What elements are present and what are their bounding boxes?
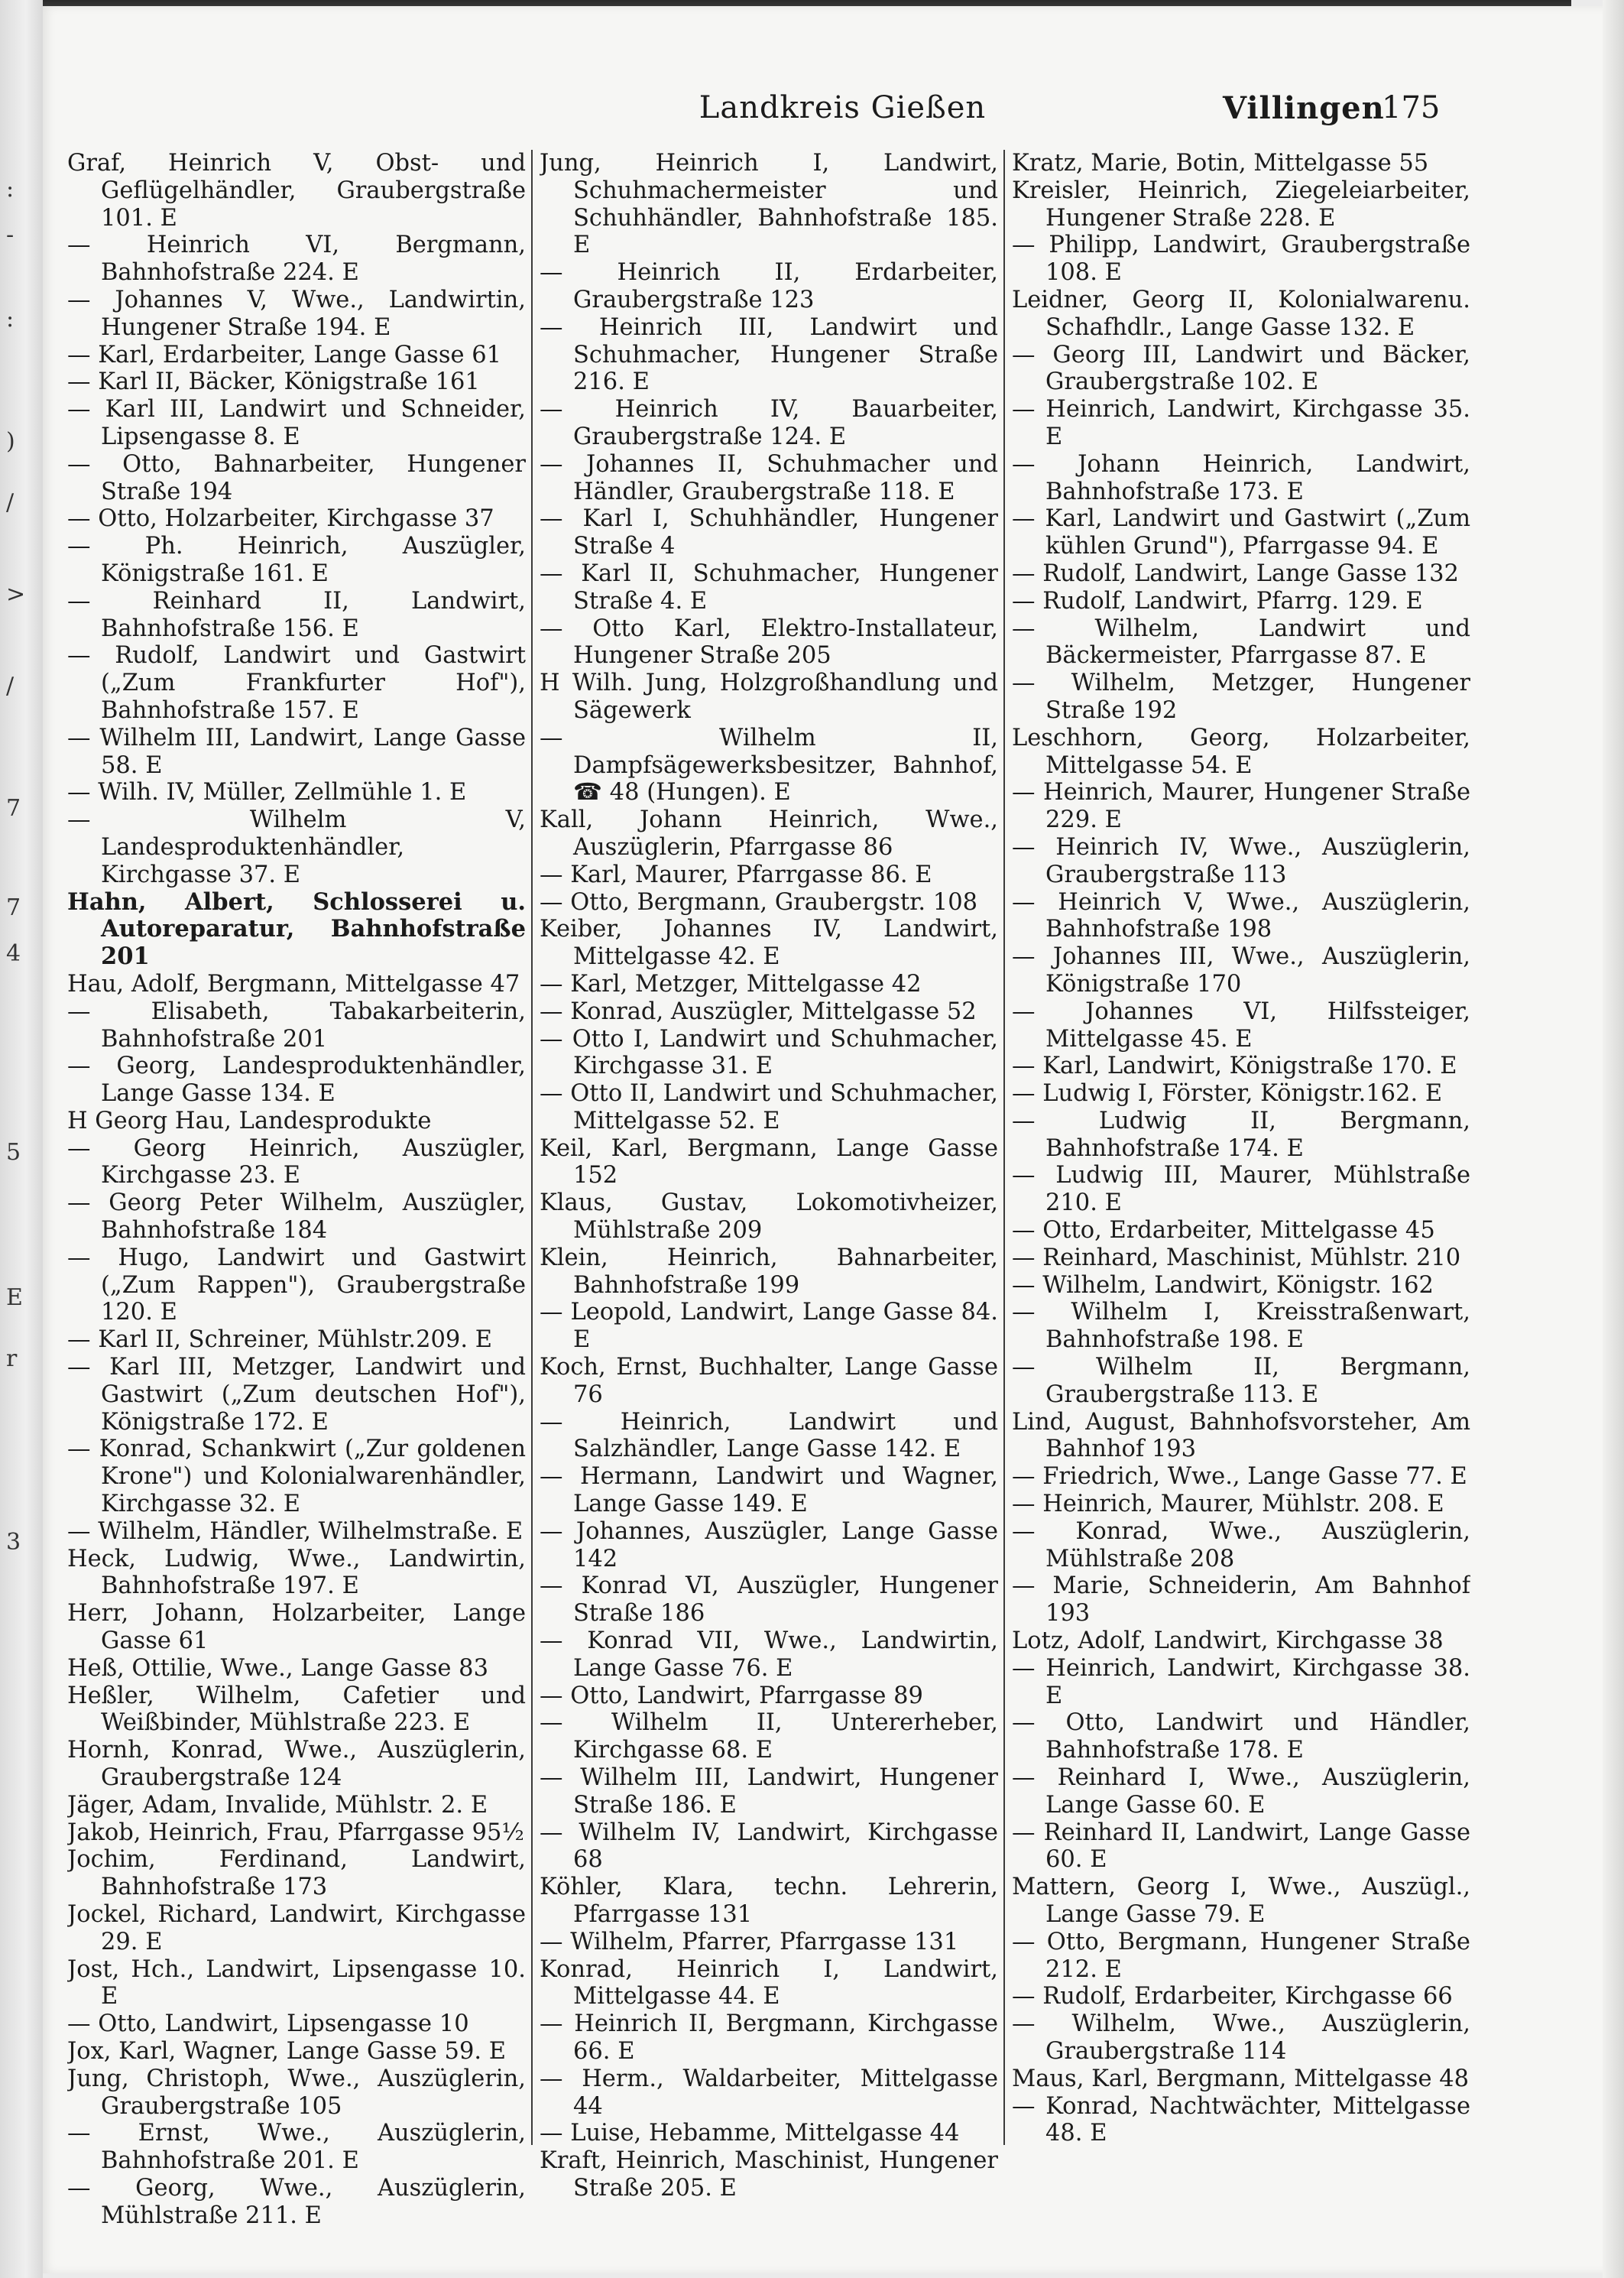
directory-entry: — Heinrich IV, Bauarbeiter, Graubergstraße 124. E xyxy=(540,396,998,450)
directory-entry: — Ludwig III, Maurer, Mühlstraße 210. E xyxy=(1012,1162,1470,1217)
directory-entry: — Wilhelm, Händler, Wilhelmstraße. E xyxy=(67,1517,524,1545)
directory-entry: — Otto, Bergmann, Hungener Straße 212. E xyxy=(1012,1928,1470,1983)
directory-entry: Hornh, Konrad, Wwe., Auszüglerin, Graubergstraße 124 xyxy=(67,1737,526,1792)
directory-entry: — Georg Peter Wilhelm, Auszügler, Bahnhofstraße 184 xyxy=(67,1189,526,1244)
directory-entry: Keiber, Johannes IV, Landwirt, Mittelgasse 42. E xyxy=(540,916,998,971)
directory-entry: Lind, August, Bahnhofsvorsteher, Am Bahnhof 193 xyxy=(1012,1408,1470,1463)
directory-entry: — Otto, Bergmann, Graubergstr. 108 xyxy=(540,888,978,916)
directory-entry: — Ph. Heinrich, Auszügler, Königstraße 161. E xyxy=(67,533,526,587)
directory-entry: — Karl III, Landwirt und Schneider, Lipsengasse 8. E xyxy=(67,396,526,450)
directory-entry: — Rudolf, Erdarbeiter, Kirchgasse 66 xyxy=(1012,1983,1453,2010)
directory-entry: — Otto I, Landwirt und Schuhmacher, Kirchgasse 31. E xyxy=(540,1025,998,1080)
directory-entry: — Georg, Landesproduktenhändler, Lange Gasse 134. E xyxy=(67,1053,526,1108)
directory-entry: — Heinrich IV, Wwe., Auszüglerin, Graubergstraße 113 xyxy=(1012,833,1470,888)
directory-entry: — Heinrich II, Bergmann, Kirchgasse 66. E xyxy=(540,2010,998,2065)
directory-entry: — Wilhelm V, Landesproduktenhändler, Kirchgasse 37. E xyxy=(67,806,526,888)
directory-entry: — Johannes V, Wwe., Landwirtin, Hungener Straße 194. E xyxy=(67,286,526,341)
directory-entry: — Johannes VI, Hilfssteiger, Mittelgasse 45. E xyxy=(1012,998,1470,1053)
directory-entry: Keil, Karl, Bergmann, Lange Gasse 152 xyxy=(540,1134,998,1189)
directory-entry: — Elisabeth, Tabakarbeiterin, Bahnhofstraße 201 xyxy=(67,998,526,1053)
directory-entry: — Ludwig I, Förster, Königstr.162. E xyxy=(1012,1080,1443,1108)
directory-entry: — Wilhelm II, Bergmann, Graubergstraße 113. E xyxy=(1012,1354,1470,1408)
directory-entry: Lotz, Adolf, Landwirt, Kirchgasse 38 xyxy=(1012,1627,1444,1655)
directory-entry: — Luise, Hebamme, Mittelgasse 44 xyxy=(540,2120,960,2147)
directory-entry: — Otto Karl, Elektro-Installateur, Hungener Straße 205 xyxy=(540,615,998,670)
directory-entry: — Heinrich, Maurer, Hungener Straße 229. E xyxy=(1012,779,1470,834)
directory-entry: — Heinrich, Maurer, Mühlstr. 208. E xyxy=(1012,1491,1444,1518)
directory-entry: — Wilhelm I, Kreisstraßenwart, Bahnhofstraße 198. E xyxy=(1012,1299,1470,1354)
directory-entry: — Marie, Schneiderin, Am Bahnhof 193 xyxy=(1012,1572,1470,1627)
directory-entry: — Wilhelm IV, Landwirt, Kirchgasse 68 xyxy=(540,1819,998,1874)
margin-mark: / xyxy=(6,489,15,516)
directory-entry: — Herm., Waldarbeiter, Mittelgasse 44 xyxy=(540,2065,998,2120)
directory-entry: — Konrad, Auszügler, Mittelgasse 52 xyxy=(540,998,977,1025)
directory-entry: — Rudolf, Landwirt, Lange Gasse 132 xyxy=(1012,560,1459,587)
directory-entry: — Wilhelm, Metzger, Hungener Straße 192 xyxy=(1012,670,1470,724)
directory-entry: Kraft, Heinrich, Maschinist, Hungener Straße 205. E xyxy=(540,2147,998,2202)
directory-entry: — Hugo, Landwirt und Gastwirt („Zum Rappen"), Graubergstraße 120. E xyxy=(67,1244,526,1326)
directory-entry: — Konrad VII, Wwe., Landwirtin, Lange Gasse 76. E xyxy=(540,1627,998,1682)
directory-entry: — Hermann, Landwirt und Wagner, Lange Gasse 149. E xyxy=(540,1463,998,1518)
directory-entry: — Wilhelm, Landwirt und Bäckermeister, Pfarrgasse 87. E xyxy=(1012,615,1470,670)
directory-entry: — Karl, Erdarbeiter, Lange Gasse 61 xyxy=(67,341,502,368)
directory-entry: — Wilhelm, Landwirt, Königstr. 162 xyxy=(1012,1271,1434,1299)
directory-entry: Klaus, Gustav, Lokomotivheizer, Mühlstraße 209 xyxy=(540,1189,998,1244)
directory-entry: Mattern, Georg I, Wwe., Auszügl., Lange Gasse 79. E xyxy=(1012,1874,1470,1928)
directory-entry: — Konrad, Wwe., Auszüglerin, Mühlstraße 208 xyxy=(1012,1517,1470,1572)
directory-entry: — Reinhard II, Landwirt, Lange Gasse 60. E xyxy=(1012,1819,1470,1874)
directory-entry: Heß, Ottilie, Wwe., Lange Gasse 83 xyxy=(67,1654,488,1682)
margin-mark: : xyxy=(6,306,15,333)
directory-entry: — Reinhard I, Wwe., Auszüglerin, Lange Gasse 60. E xyxy=(1012,1764,1470,1819)
directory-entry: Jost, Hch., Landwirt, Lipsengasse 10. E xyxy=(67,1955,526,2010)
directory-entry: Kall, Johann Heinrich, Wwe., Auszüglerin, Pfarrgasse 86 xyxy=(540,806,998,861)
directory-entry: — Karl, Metzger, Mittelgasse 42 xyxy=(540,970,922,998)
column-divider xyxy=(531,150,533,2145)
directory-entry: — Georg, Wwe., Auszüglerin, Mühlstraße 211. E xyxy=(67,2174,526,2229)
directory-entry: — Wilhelm, Wwe., Auszüglerin, Graubergstraße 114 xyxy=(1012,2010,1470,2065)
directory-entry: — Otto, Holzarbeiter, Kirchgasse 37 xyxy=(67,505,494,533)
directory-entry: Jung, Heinrich I, Landwirt, Schuhmachermeister und Schuhhändler, Bahnhofstraße 185. E xyxy=(540,150,998,259)
directory-entry: Herr, Johann, Holzarbeiter, Lange Gasse 61 xyxy=(67,1600,526,1655)
directory-entry: Kratz, Marie, Botin, Mittelgasse 55 xyxy=(1012,150,1429,177)
directory-entry: — Heinrich, Landwirt, Kirchgasse 35. E xyxy=(1012,396,1470,450)
directory-entry: — Wilhelm II, Dampfsägewerksbesitzer, Bahnhof, ☎ 48 (Hungen). E xyxy=(540,724,998,806)
directory-entry: — Otto, Erdarbeiter, Mittelgasse 45 xyxy=(1012,1217,1435,1244)
directory-entry: — Heinrich II, Erdarbeiter, Graubergstraße 123 xyxy=(540,259,998,313)
margin-mark: ) xyxy=(6,428,15,455)
directory-entry: — Otto, Landwirt und Händler, Bahnhofstraße 178. E xyxy=(1012,1709,1470,1764)
directory-entry: — Heinrich III, Landwirt und Schuhmacher, Hungener Straße 216. E xyxy=(540,313,998,396)
directory-entry: Koch, Ernst, Buchhalter, Lange Gasse 76 xyxy=(540,1354,998,1408)
directory-entry: — Konrad, Nachtwächter, Mittelgasse 48. E xyxy=(1012,2092,1470,2147)
directory-entry: — Karl II, Schreiner, Mühlstr.209. E xyxy=(67,1326,492,1354)
margin-mark: 7 xyxy=(6,894,21,921)
directory-entry: Jochim, Ferdinand, Landwirt, Bahnhofstraße 173 xyxy=(67,1846,526,1901)
directory-entry: — Otto II, Landwirt und Schuhmacher, Mittelgasse 52. E xyxy=(540,1080,998,1134)
directory-entry: — Reinhard, Maschinist, Mühlstr. 210 xyxy=(1012,1244,1461,1271)
directory-entry: Leschhorn, Georg, Holzarbeiter, Mittelgasse 54. E xyxy=(1012,724,1470,779)
column-divider xyxy=(1003,150,1005,2145)
directory-entry: — Georg Heinrich, Auszügler, Kirchgasse 23. E xyxy=(67,1134,526,1189)
directory-entry: — Ernst, Wwe., Auszüglerin, Bahnhofstraße 201. E xyxy=(67,2120,526,2175)
directory-entry: — Otto, Landwirt, Pfarrgasse 89 xyxy=(540,1682,923,1709)
directory-entry: — Karl I, Schuhhändler, Hungener Straße 4 xyxy=(540,505,998,560)
directory-entry: Jox, Karl, Wagner, Lange Gasse 59. E xyxy=(67,2037,507,2065)
margin-mark: r xyxy=(6,1345,18,1372)
directory-entry: — Ludwig II, Bergmann, Bahnhofstraße 174. E xyxy=(1012,1107,1470,1162)
directory-entry: — Wilh. IV, Müller, Zellmühle 1. E xyxy=(67,779,467,806)
directory-entry: Köhler, Klara, techn. Lehrerin, Pfarrgasse 131 xyxy=(540,1874,998,1928)
directory-entry: — Johannes, Auszügler, Lange Gasse 142 xyxy=(540,1517,998,1572)
margin-mark: 3 xyxy=(6,1529,21,1556)
directory-entry: Klein, Heinrich, Bahnarbeiter, Bahnhofstraße 199 xyxy=(540,1244,998,1299)
directory-column-3 xyxy=(1012,150,1470,2244)
directory-entry: Hau, Adolf, Bergmann, Mittelgasse 47 xyxy=(67,970,520,998)
directory-entry: — Reinhard II, Landwirt, Bahnhofstraße 156. E xyxy=(67,587,526,642)
directory-entry: — Wilhelm II, Untererheber, Kirchgasse 68. E xyxy=(540,1709,998,1764)
margin-mark: > xyxy=(6,581,26,608)
directory-entry: — Johannes III, Wwe., Auszüglerin, Königstraße 170 xyxy=(1012,943,1470,998)
directory-entry: Jakob, Heinrich, Frau, Pfarrgasse 95½ xyxy=(67,1819,524,1846)
directory-entry: Leidner, Georg II, Kolonialwarenu. Schafhdlr., Lange Gasse 132. E xyxy=(1012,286,1470,341)
directory-entry: — Otto, Landwirt, Lipsengasse 10 xyxy=(67,2010,469,2038)
directory-entry: — Georg III, Landwirt und Bäcker, Graubergstraße 102. E xyxy=(1012,341,1470,396)
directory-entry: Maus, Karl, Bergmann, Mittelgasse 48 xyxy=(1012,2065,1470,2092)
directory-entry: — Wilhelm III, Landwirt, Hungener Straße 186. E xyxy=(540,1764,998,1819)
margin-mark: 4 xyxy=(6,940,21,967)
directory-entry: — Konrad VI, Auszügler, Hungener Straße 186 xyxy=(540,1572,998,1627)
directory-entry: Konrad, Heinrich I, Landwirt, Mittelgasse 44. E xyxy=(540,1955,998,2010)
directory-entry: — Karl, Landwirt und Gastwirt („Zum kühlen Grund"), Pfarrgasse 94. E xyxy=(1012,505,1470,560)
directory-entry: Graf, Heinrich V, Obst- und Geflügelhändler, Graubergstraße 101. E xyxy=(67,150,526,232)
directory-entry: — Johann Heinrich, Landwirt, Bahnhofstraße 173. E xyxy=(1012,450,1470,505)
directory-entry: — Rudolf, Landwirt, Pfarrg. 129. E xyxy=(1012,587,1423,615)
directory-entry: — Philipp, Landwirt, Graubergstraße 108. E xyxy=(1012,232,1470,287)
running-header-district: Landkreis Gießen xyxy=(699,90,987,125)
directory-entry: — Karl III, Metzger, Landwirt und Gastwirt („Zum deutschen Hof"), Königstraße 172. E xyxy=(67,1354,526,1436)
directory-entry: — Johannes II, Schuhmacher und Händler, Graubergstraße 118. E xyxy=(540,450,998,505)
margin-mark: E xyxy=(6,1284,23,1311)
directory-entry: Heßler, Wilhelm, Cafetier und Weißbinder, Mühlstraße 223. E xyxy=(67,1682,526,1737)
directory-entry: — Konrad, Schankwirt („Zur goldenen Krone") und Kolonialwarenhändler, Kirchgasse 32. E xyxy=(67,1436,526,1518)
directory-entry: — Wilhelm, Pfarrer, Pfarrgasse 131 xyxy=(540,1928,959,1955)
directory-column-2 xyxy=(540,150,998,2244)
directory-entry: — Otto, Bahnarbeiter, Hungener Straße 194 xyxy=(67,450,526,505)
directory-entry: Jockel, Richard, Landwirt, Kirchgasse 29. E xyxy=(67,1901,526,1955)
directory-entry: H Georg Hau, Landesprodukte xyxy=(67,1107,432,1134)
margin-mark: - xyxy=(6,222,15,248)
directory-entry: — Wilhelm III, Landwirt, Lange Gasse 58. E xyxy=(67,724,526,779)
directory-entry: Jung, Christoph, Wwe., Auszüglerin, Graubergstraße 105 xyxy=(67,2065,526,2120)
directory-entry: — Rudolf, Landwirt und Gastwirt („Zum Frankfurter Hof"), Bahnhofstraße 157. E xyxy=(67,642,526,724)
directory-entry-advertisement: Hahn, Albert, Schlosserei u. Autoreparatur, Bahnhofstraße 201 xyxy=(67,888,526,971)
directory-entry: — Friedrich, Wwe., Lange Gasse 77. E xyxy=(1012,1463,1467,1491)
directory-entry: — Heinrich, Landwirt und Salzhändler, Lange Gasse 142. E xyxy=(540,1408,998,1463)
directory-entry: Kreisler, Heinrich, Ziegeleiarbeiter, Hungener Straße 228. E xyxy=(1012,177,1470,232)
directory-column-1 xyxy=(67,150,526,2244)
directory-entry: — Karl, Landwirt, Königstraße 170. E xyxy=(1012,1053,1457,1080)
directory-entry: — Karl II, Schuhmacher, Hungener Straße 4. E xyxy=(540,560,998,615)
margin-mark: 5 xyxy=(6,1139,21,1166)
directory-entry: — Heinrich V, Wwe., Auszüglerin, Bahnhofstraße 198 xyxy=(1012,888,1470,943)
directory-entry: Heck, Ludwig, Wwe., Landwirtin, Bahnhofstraße 197. E xyxy=(67,1545,526,1600)
running-header-place: Villingen xyxy=(1223,90,1385,126)
page-edge xyxy=(1603,0,1624,2278)
directory-entry: — Karl II, Bäcker, Königstraße 161 xyxy=(67,368,480,396)
directory-entry: H Wilh. Jung, Holzgroßhandlung und Sägewerk xyxy=(540,670,998,724)
directory-entry: — Leopold, Landwirt, Lange Gasse 84. E xyxy=(540,1299,998,1354)
margin-mark: 7 xyxy=(6,795,21,822)
margin-mark: : xyxy=(6,176,15,203)
directory-entry: — Karl, Maurer, Pfarrgasse 86. E xyxy=(540,861,932,888)
directory-entry: — Heinrich VI, Bergmann, Bahnhofstraße 224. E xyxy=(67,232,526,287)
margin-mark: / xyxy=(6,673,15,699)
page-number: 175 xyxy=(1382,90,1441,125)
directory-entry: Jäger, Adam, Invalide, Mühlstr. 2. E xyxy=(67,1791,488,1819)
directory-entry: — Heinrich, Landwirt, Kirchgasse 38. E xyxy=(1012,1654,1470,1709)
